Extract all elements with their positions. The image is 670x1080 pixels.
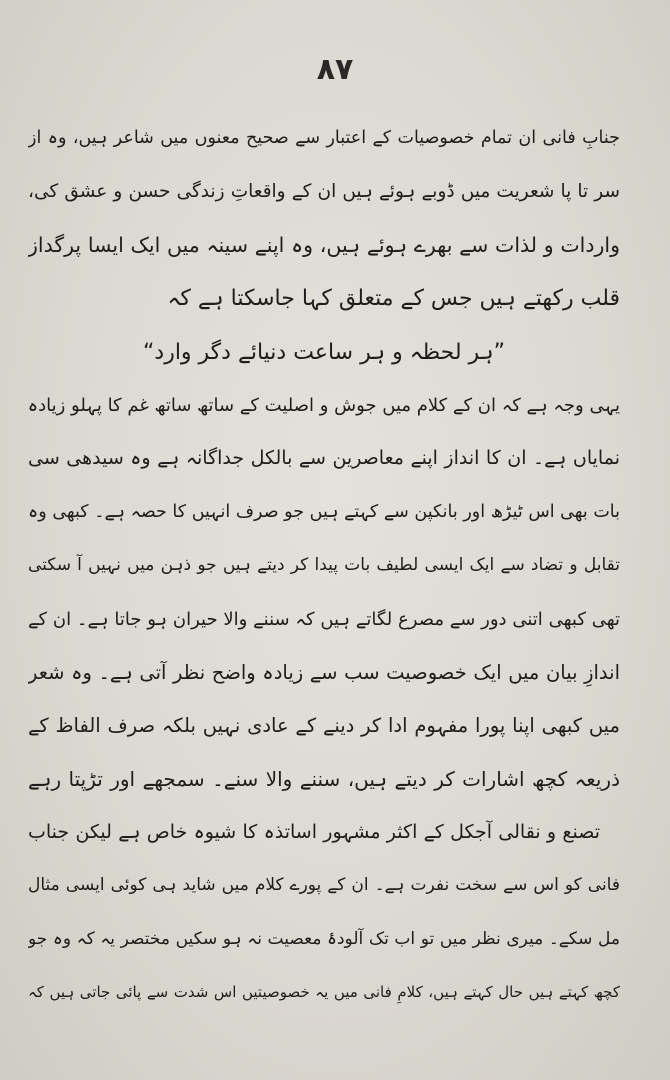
text-line: تصنع و نقالی آجکل کے اکثر مشہور اساتذہ کا شیوہ خاص ہے لیکن جناب xyxy=(28,821,600,844)
text-line: ذریعہ کچھ اشارات کر دیتے ہیں، سننے والا سنے۔ سمجھے اور تڑپتا رہے xyxy=(28,766,620,791)
text-line: جنابِ فانی ان تمام خصوصیات کے اعتبار سے صحیح معنوں میں شاعر ہیں، وہ از xyxy=(28,128,620,148)
text-line: تقابل و تضاد سے ایک ایسی لطیف بات پیدا کر دیتے ہیں جو ذہن میں نہیں آ سکتی xyxy=(28,555,620,576)
text-line: قلب رکھتے ہیں جس کے متعلق کہا جاسکتا ہے کہ xyxy=(167,286,620,312)
text-line: واردات و لذات سے بھرے ہوئے ہیں، وہ اپنے سینہ میں ایک ایسا پرگداز xyxy=(28,232,620,257)
text-line: اندازِ بیان میں ایک خصوصیت سب سے زیادہ واضح نظر آتی ہے۔ وہ شعر xyxy=(28,660,620,684)
text-line: بات بھی اس ٹیڑھ اور بانکپن سے کہتے ہیں جو صرف انہیں کا حصہ ہے۔ کبھی وہ xyxy=(28,501,620,522)
text-line: یہی وجہ ہے کہ ان کے کلام میں جوش و اصلیت کے ساتھ ساتھ غم کا پہلو زیادہ xyxy=(28,394,620,416)
text-line: سر تا پا شعریت میں ڈوبے ہوئے ہیں ان کے واقعاتِ زندگی حسن و عشق کی، xyxy=(28,181,620,203)
quoted-verse: ”ہر لحظہ و ہر ساعت دنیائے دگر وارد“ xyxy=(143,339,505,365)
page-number: ۸۷ xyxy=(316,52,354,87)
text-line: کچھ کہتے ہیں حال کہتے ہیں، کلامِ فانی میں یہ خصوصیتیں اس شدت سے پائی جاتی ہیں کہ xyxy=(28,983,620,1002)
text-line: میں کبھی اپنا پورا مفہوم ادا کر دینے کے عادی نہیں بلکہ صرف الفاظ کے xyxy=(28,714,620,738)
body-text xyxy=(28,112,620,1020)
text-line: مل سکے۔ میری نظر میں تو اب تک آلودۂ معصیت نہ ہو سکیں مختصر یہ کہ وہ جو xyxy=(28,928,620,949)
text-line: تھی کبھی اتنی دور سے مصرع لگاتے ہیں کہ سننے والا حیران ہو جاتا ہے۔ ان کے xyxy=(28,608,620,630)
text-line: فانی کو اس سے سخت نفرت ہے۔ ان کے پورے کلام میں شاید ہی کوئی ایسی مثال xyxy=(28,875,620,896)
text-line: نمایاں ہے۔ ان کا انداز اپنے معاصرین سے بالکل جداگانہ ہے وہ سیدھی سی xyxy=(28,447,620,470)
